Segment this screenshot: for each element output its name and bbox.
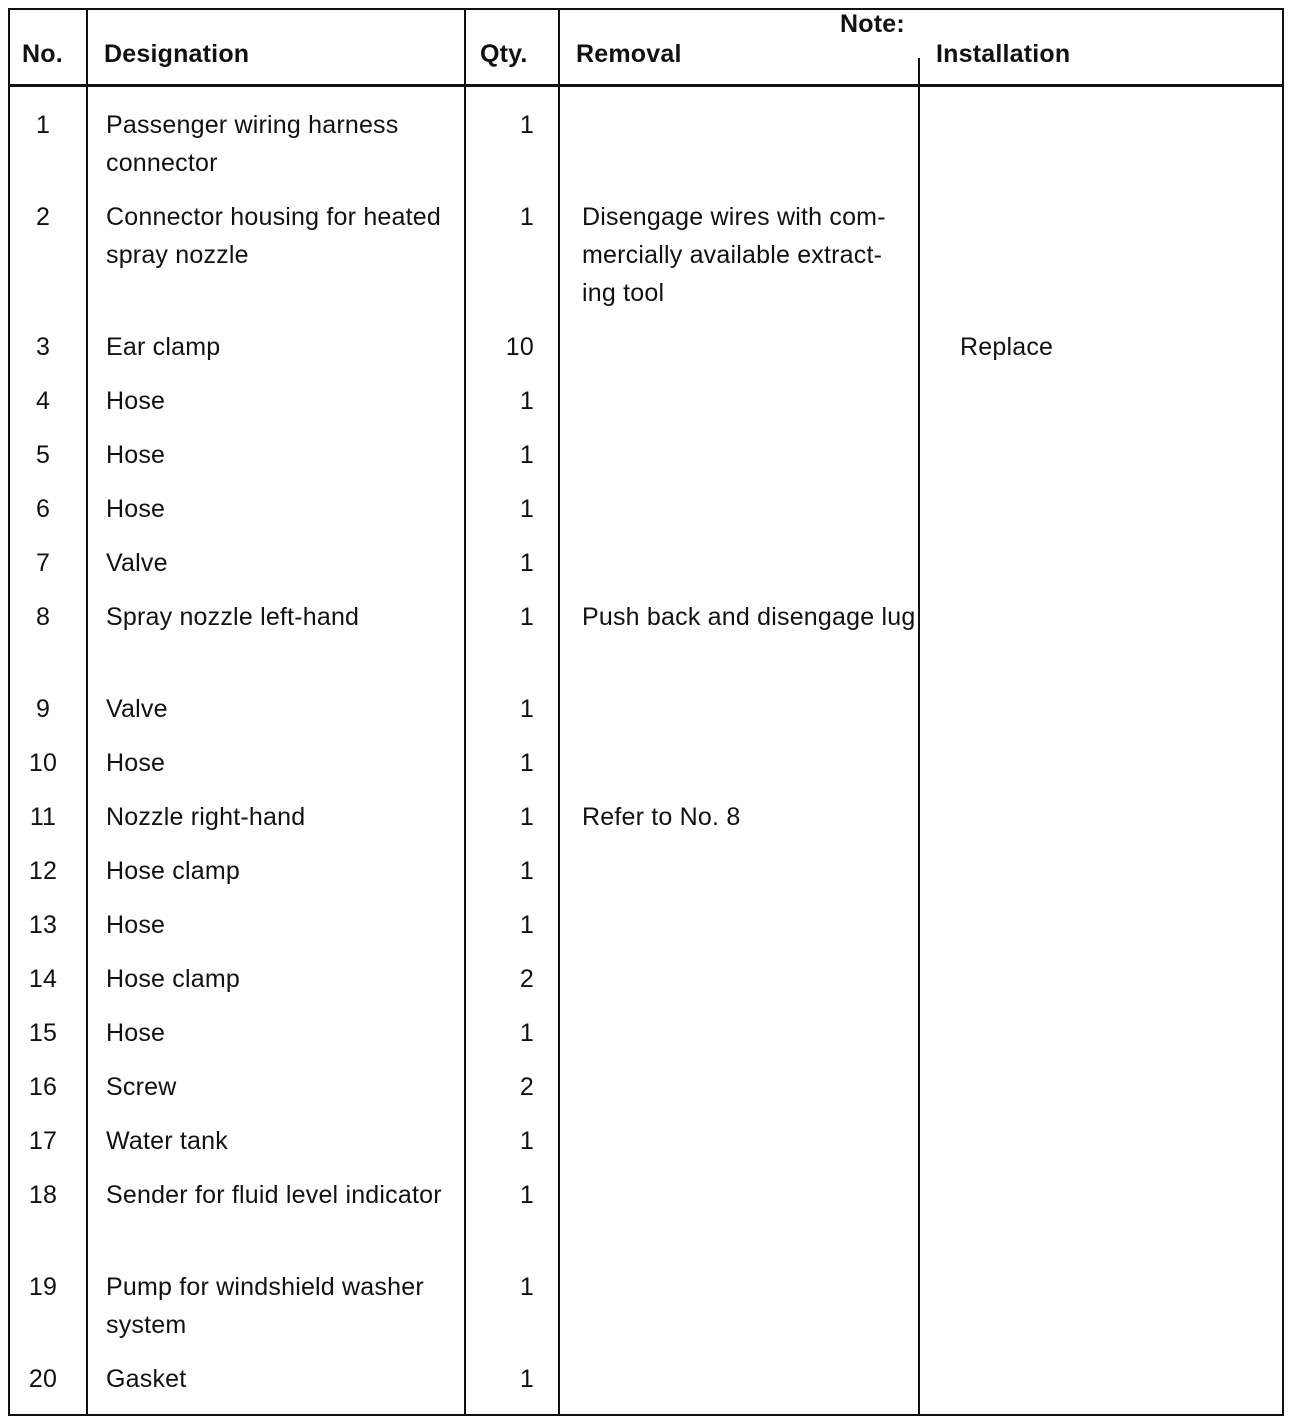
row-designation: Hose <box>106 495 166 523</box>
row-quantity: 1 <box>519 1019 534 1047</box>
row-quantity: 1 <box>519 1181 534 1209</box>
row-number: 2 <box>35 203 51 231</box>
header-rule <box>8 84 1284 87</box>
row-number: 20 <box>28 1365 58 1393</box>
row-quantity: 1 <box>519 441 534 469</box>
row-quantity: 1 <box>519 1273 534 1301</box>
row-quantity: 1 <box>519 803 534 831</box>
row-quantity: 1 <box>519 911 534 939</box>
row-number: 13 <box>28 911 58 939</box>
row-quantity: 1 <box>519 111 534 139</box>
row-number: 10 <box>28 749 58 777</box>
row-number: 12 <box>28 857 58 885</box>
row-designation: Hose <box>106 441 166 469</box>
row-number: 18 <box>28 1181 58 1209</box>
row-designation: Hose clamp <box>106 857 240 885</box>
header-no: No. <box>22 40 63 68</box>
row-quantity: 1 <box>519 749 534 777</box>
row-designation: Ear clamp <box>106 333 221 361</box>
row-number: 11 <box>29 803 57 831</box>
header-designation: Designation <box>104 40 250 68</box>
row-number: 9 <box>35 695 51 723</box>
row-designation: Hose <box>106 387 166 415</box>
row-quantity: 1 <box>519 495 534 523</box>
row-quantity: 1 <box>519 603 534 631</box>
row-designation: Hose <box>106 749 166 777</box>
row-quantity: 1 <box>519 857 534 885</box>
row-number: 17 <box>28 1127 58 1155</box>
row-number: 16 <box>28 1073 58 1101</box>
header-qty: Qty. <box>480 40 528 68</box>
row-quantity: 2 <box>519 1073 534 1101</box>
row-designation: Valve <box>106 695 168 723</box>
row-designation: Hose <box>106 1019 166 1047</box>
column-divider <box>86 8 88 1416</box>
row-quantity: 1 <box>519 695 534 723</box>
row-installation-note: Replace <box>960 333 1054 361</box>
row-designation: Passenger wiring harness connector <box>106 111 399 177</box>
row-designation: Valve <box>106 549 168 577</box>
row-quantity: 1 <box>519 1127 534 1155</box>
row-number: 15 <box>28 1019 58 1047</box>
column-divider <box>918 58 920 1416</box>
row-number: 8 <box>35 603 51 631</box>
column-divider <box>464 8 466 1416</box>
row-designation: Gasket <box>106 1365 187 1393</box>
row-designation: Pump for windshield washer system <box>106 1273 424 1339</box>
row-designation: Hose clamp <box>106 965 240 993</box>
header-installation: Installation <box>936 40 1071 68</box>
row-quantity: 1 <box>519 549 534 577</box>
header-note: Note: <box>840 10 905 38</box>
row-removal-note: Push back and disengage lug <box>582 603 916 631</box>
row-number: 5 <box>35 441 51 469</box>
row-removal-note: Disengage wires with com- mercially available extract- ing tool <box>582 203 886 307</box>
row-number: 6 <box>35 495 51 523</box>
row-number: 3 <box>35 333 51 361</box>
column-divider <box>558 8 560 1416</box>
row-designation: Nozzle right-hand <box>106 803 306 831</box>
row-designation: Screw <box>106 1073 177 1101</box>
row-quantity: 1 <box>519 203 534 231</box>
row-number: 14 <box>28 965 58 993</box>
row-number: 19 <box>28 1273 58 1301</box>
row-designation: Connector housing for heated spray nozzle <box>106 203 441 269</box>
row-quantity: 1 <box>519 1365 534 1393</box>
header-removal: Removal <box>576 40 682 68</box>
row-number: 7 <box>35 549 51 577</box>
row-quantity: 10 <box>505 333 534 361</box>
row-designation: Water tank <box>106 1127 228 1155</box>
row-number: 4 <box>35 387 51 415</box>
row-quantity: 2 <box>519 965 534 993</box>
row-quantity: 1 <box>519 387 534 415</box>
row-designation: Spray nozzle left-hand <box>106 603 360 631</box>
row-number: 1 <box>35 111 51 139</box>
row-designation: Sender for fluid level indicator <box>106 1181 442 1209</box>
row-designation: Hose <box>106 911 166 939</box>
row-removal-note: Refer to No. 8 <box>582 803 741 831</box>
